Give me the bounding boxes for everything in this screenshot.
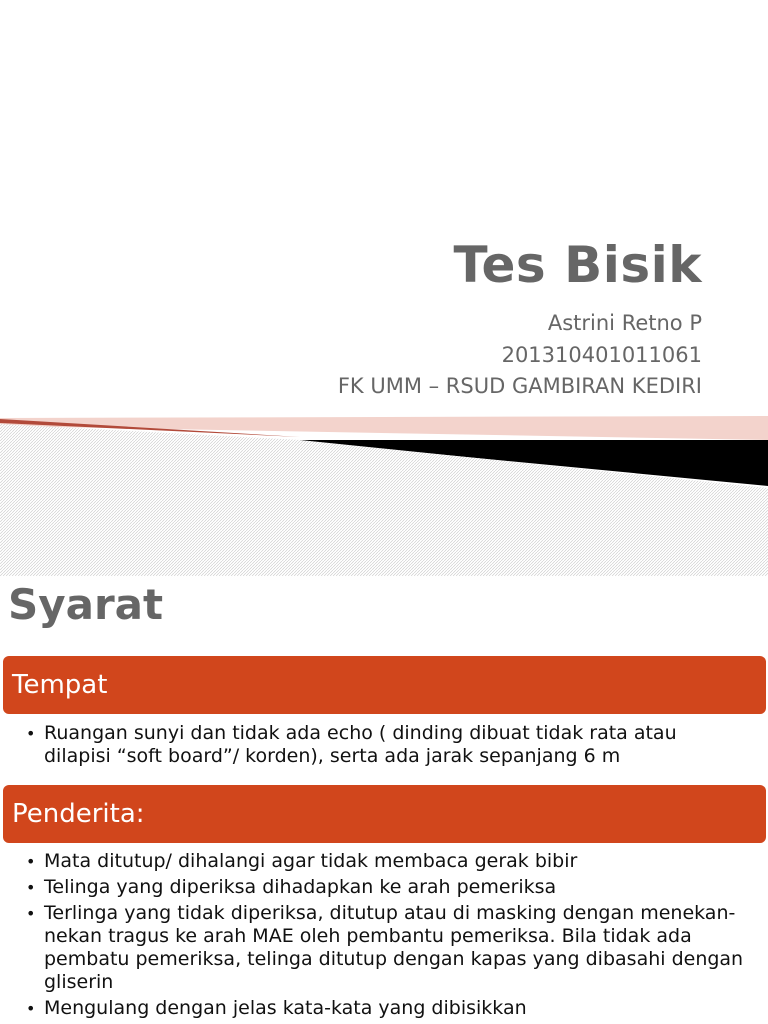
list-item (24, 902, 744, 994)
slide-title: Syarat (8, 580, 164, 629)
section-header-tempat: Tempat (3, 656, 766, 714)
content-slide (0, 576, 768, 1024)
list-item-text: Mata ditutup/ dihalangi agar tidak membaca gerak bibir (44, 850, 578, 872)
institution: FK UMM – RSUD GAMBIRAN KEDIRI (337, 374, 702, 398)
list-item-text: Mengulang dengan jelas kata-kata yang dibisikkan (44, 997, 527, 1019)
bullet-icon: • (26, 904, 36, 923)
list-item-text: Terlinga yang tidak diperiksa, ditutup atau di masking dengan menekan- nekan tragus ke arah MAE oleh pembantu pemeriksa. Bila tidak ada pembatu pemeriksa, telinga ditutup dengan kapas yang dibasahi dengan gliserin (44, 902, 744, 993)
slide-subtitle (338, 308, 702, 403)
bullet-icon: • (26, 999, 36, 1018)
list-item (24, 876, 744, 899)
list-item (24, 997, 744, 1020)
tempat-bullet-list (24, 722, 744, 786)
list-item (24, 722, 744, 768)
section-header-penderita: Penderita: (3, 785, 766, 843)
bullet-icon: • (26, 852, 36, 871)
bullet-icon: • (26, 878, 36, 897)
list-item (24, 850, 744, 873)
list-item-text: Ruangan sunyi dan tidak ada echo ( dinding dibuat tidak rata atau dilapisi “soft board”/ korden), serta ada jarak sepanjang 6 m (44, 722, 677, 767)
list-item-text: Telinga yang diperiksa dihadapkan ke arah pemeriksa (44, 876, 557, 898)
bullet-icon: • (26, 724, 36, 743)
student-id: 201310401011061 (501, 342, 702, 367)
slide-title: Tes Bisik (453, 236, 702, 294)
author-name: Astrini Retno P (547, 311, 702, 335)
penderita-bullet-list (24, 850, 744, 1023)
